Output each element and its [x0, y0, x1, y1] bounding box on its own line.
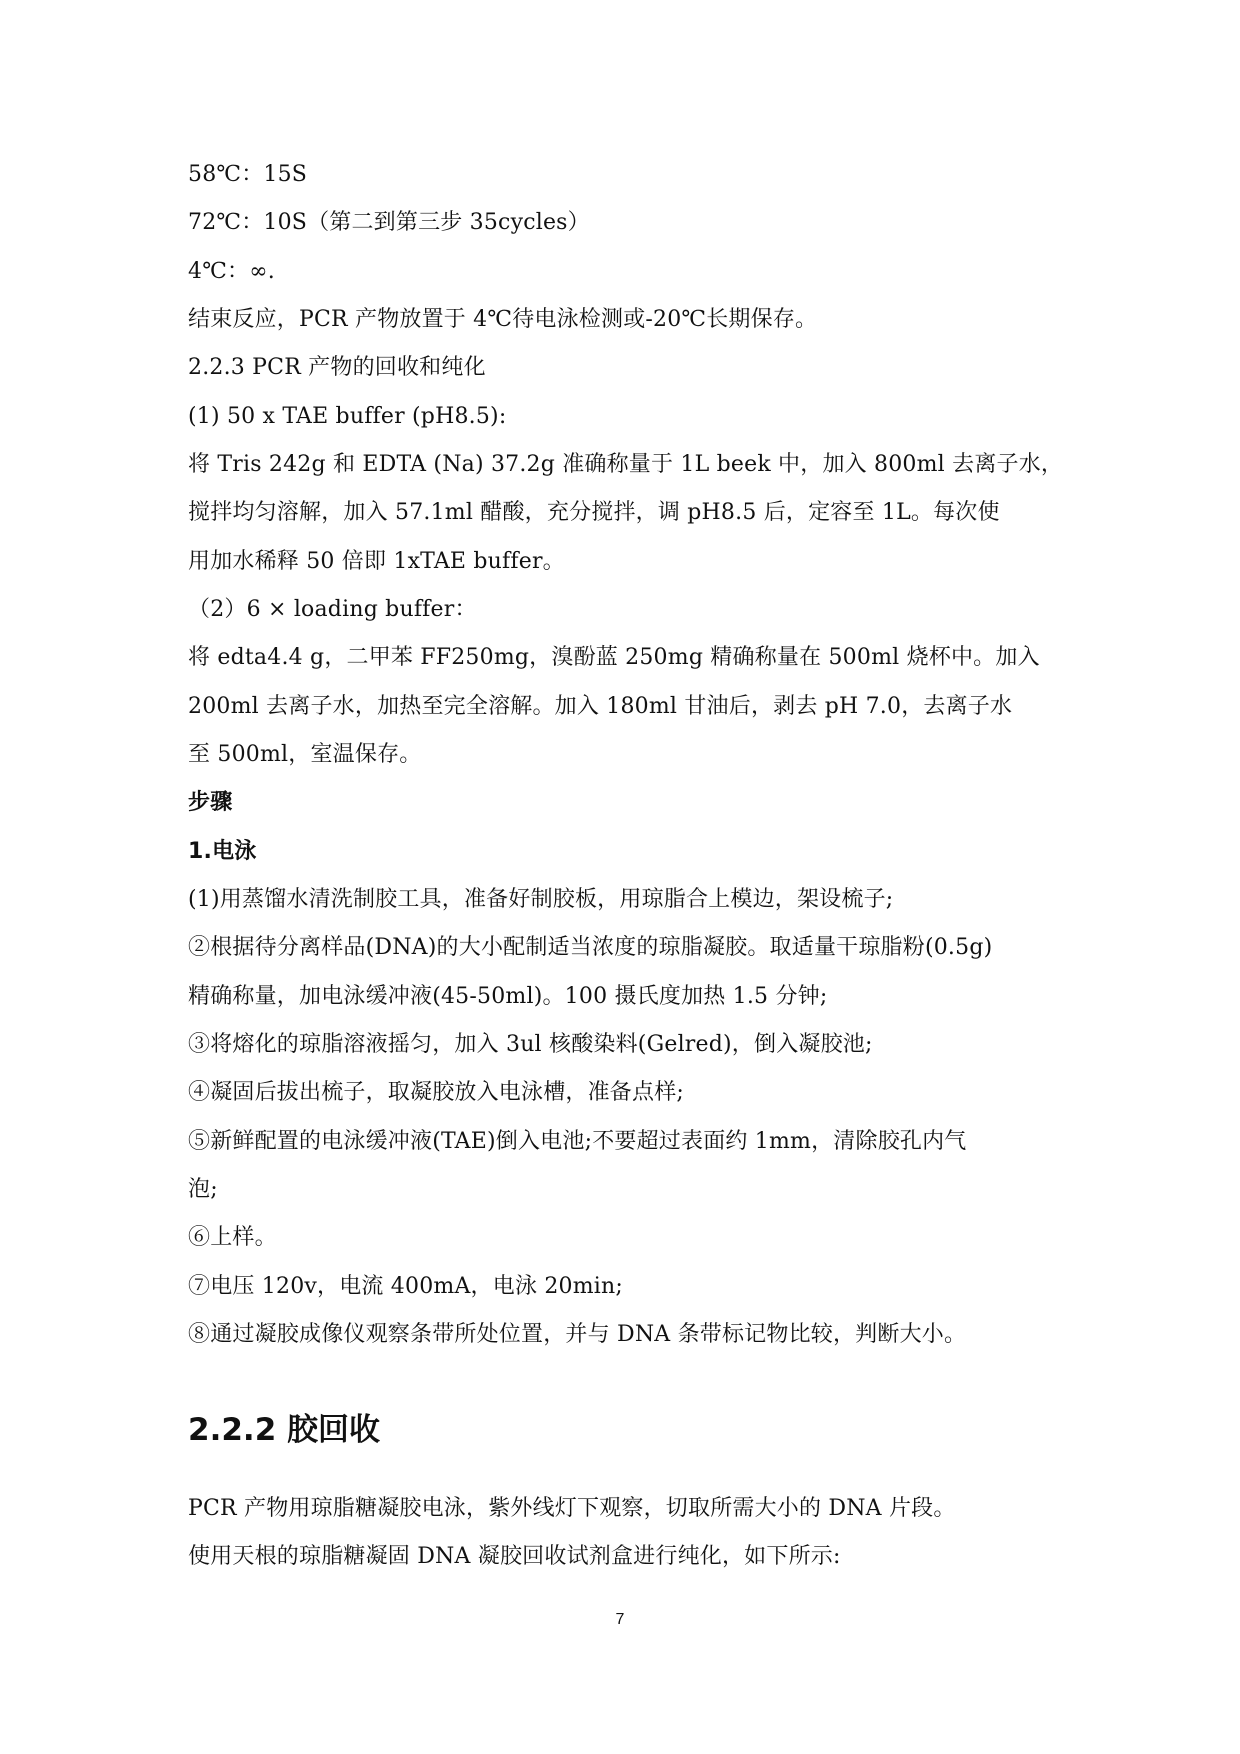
paragraph-line: 200ml 去离子水，加热至完全溶解。加入 180ml 甘油后，剥去 pH 7.0，去离子水: [188, 694, 1013, 719]
label-electrophoresis: 1.电泳: [188, 839, 257, 864]
list-item-step-8: ⑧通过凝胶成像仪观察条带所处位置，并与 DNA 条带标记物比较，判断大小。: [188, 1322, 967, 1347]
paragraph-line: 将 edta4.4 g，二甲苯 FF250mg，溴酚蓝 250mg 精确称量在 500ml 烧杯中。加入: [188, 645, 1040, 670]
label-steps: 步骤: [188, 790, 233, 815]
section-heading-gel-recovery: 2.2.2 胶回收: [188, 1412, 381, 1448]
list-item-step-3: ③将熔化的琼脂溶液摇匀，加入 3ul 核酸染料(Gelred)，倒入凝胶池;: [188, 1032, 873, 1057]
list-item-step-5-cont: 泡;: [188, 1177, 218, 1202]
list-item-step-1: (1)用蒸馏水清洗制胶工具，准备好制胶板，用琼脂合上模边，架设梳子;: [188, 887, 894, 912]
paragraph-line: 搅拌均匀溶解，加入 57.1ml 醋酸，充分搅拌，调 pH8.5 后，定容至 1L。每次使: [188, 500, 1000, 525]
text-line-extend-step: 72℃：10S（第二到第三步 35cycles）: [188, 210, 590, 235]
page-number: 7: [615, 1611, 625, 1628]
paragraph-line: 至 500ml，室温保存。: [188, 742, 422, 767]
list-item-step-4: ④凝固后拔出梳子，取凝胶放入电泳槽，准备点样;: [188, 1080, 685, 1105]
text-line-loading-buffer: （2）6 × loading buffer：: [188, 597, 477, 622]
paragraph-line: 使用天根的琼脂糖凝固 DNA 凝胶回收试剂盒进行纯化，如下所示:: [188, 1544, 841, 1569]
list-item-step-2-cont: 精确称量，加电泳缓冲液(45-50ml)。100 摄氏度加热 1.5 分钟;: [188, 984, 828, 1009]
paragraph-line: 将 Tris 242g 和 EDTA (Na) 37.2g 准确称量于 1L beek 中，加入 800ml 去离子水，: [188, 452, 1064, 477]
list-item-step-5: ⑤新鲜配置的电泳缓冲液(TAE)倒入电池;不要超过表面约 1mm，清除胶孔内气: [188, 1129, 967, 1154]
list-item-step-2: ②根据待分离样品(DNA)的大小配制适当浓度的琼脂凝胶。取适量干琼脂粉(0.5g): [188, 935, 993, 960]
paragraph-line: PCR 产物用琼脂糖凝胶电泳，紫外线灯下观察，切取所需大小的 DNA 片段。: [188, 1496, 956, 1521]
text-line-tae-buffer: (1) 50 x TAE buffer (pH8.5):: [188, 404, 507, 429]
list-item-step-6: ⑥上样。: [188, 1225, 277, 1250]
text-line-end-reaction: 结束反应，PCR 产物放置于 4℃待电泳检测或-20℃长期保存。: [188, 307, 818, 332]
paragraph-line: 用加水稀释 50 倍即 1xTAE buffer。: [188, 549, 565, 574]
list-item-step-7: ⑦电压 120v，电流 400mA，电泳 20min;: [188, 1274, 624, 1299]
subsection-title-pcr-purification: 2.2.3 PCR 产物的回收和纯化: [188, 355, 486, 380]
text-line-hold-step: 4℃：∞.: [188, 259, 275, 284]
text-line-anneal-step: 58℃：15S: [188, 162, 308, 187]
